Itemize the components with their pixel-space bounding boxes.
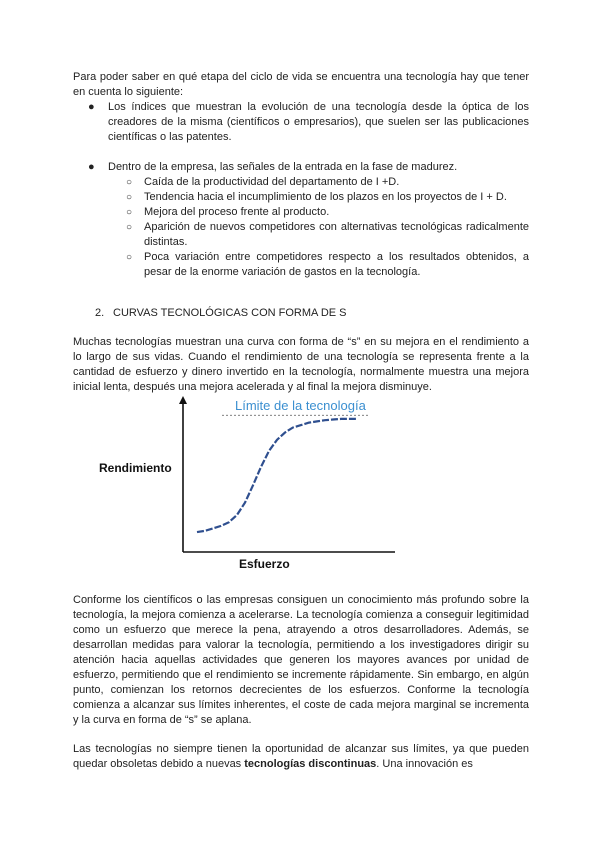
s-curve-chart-svg [95,392,415,572]
sub-bullet-item [126,205,529,220]
bullet-dot-icon: ● [88,161,95,173]
paragraph-discontinuous [73,742,529,772]
x-axis-label: Esfuerzo [239,557,290,571]
paragraph-improvement: Conforme los científicos o las empresas consiguen un conocimiento más profundo sobre la tecnología, la mejora comienza a acelerarse. La tecnología comienza a conseguir legitimidad como un esfuerzo que merece la pena, atrayendo a otros desarrolladores. Además, se desarrollan medidas para valorar la tecnología, permitiendo a los investigadores dirigir su atención hacia aquellas actividades que generen los mayores avances por unidad de esfuerzo, permitiendo que el rendimiento se incremente rápidamente. Sin embargo, en algún punto, comienzan los retornos decrecientes de los esfuerzos. Conforme la tecnología comienza a alcanzar sus límites inherentes, el coste de cada mejora marginal se incrementa y la curva en forma de “s” se aplana. [73,594,529,726]
circle-bullet-icon: ○ [126,252,133,263]
bullet-item [88,100,529,145]
circle-bullet-icon: ○ [126,222,133,233]
s-curve-chart [95,392,415,572]
section-heading [95,306,347,321]
sub-bullet-item [126,190,529,205]
sub-bullet-item [126,220,529,250]
section-number: 2. [95,307,105,319]
bullet-list-2 [88,160,529,175]
circle-bullet-icon: ○ [126,207,133,218]
circle-bullet-icon: ○ [126,192,133,203]
paragraph-s-curve-intro: Muchas tecnologías muestran una curva con forma de “s” en su mejora en el rendimiento a lo largo de sus vidas. Cuando el rendimiento de una tecnología se representa frente a la cantidad de esfuerzo y dinero invertido en la tecnología, normalmente muestra una mejora inicial lenta, después una mejora acelerada y al final la mejora disminuye. [73,336,529,393]
s-curve-line [197,419,357,532]
sub-bullet-text: Tendencia hacia el incumplimiento de los plazos en los proyectos de I + D. [144,191,507,203]
sub-bullet-text: Poca variación entre competidores respecto a los resultados obtenidos, a pesar de la enorme variación de gastos en la tecnología. [144,251,529,278]
bullet-item [88,160,529,175]
section-title: CURVAS TECNOLÓGICAS CON FORMA DE S [113,307,347,319]
sub-bullet-text: Aparición de nuevos competidores con alternativas tecnológicas radicalmente distintas. [144,221,529,248]
paragraph-text-after: . Una innovación es [376,758,473,770]
bullet-list [88,100,529,145]
intro-paragraph: Para poder saber en qué etapa del ciclo de vida se encuentra una tecnología hay que tener en cuenta lo siguiente: [73,71,529,98]
sub-bullet-text: Caída de la productividad del departamento de I +D. [144,176,400,188]
sub-bullet-item [126,250,529,280]
sub-bullet-list [126,175,529,280]
circle-bullet-icon: ○ [126,177,133,188]
y-axis-label: Rendimiento [99,461,172,475]
paragraph-text-before: Las tecnologías no siempre tienen la oportunidad de alcanzar sus límites, ya que pueden quedar obsoletas debido a nuevas [73,743,529,770]
sub-bullet-item [126,175,529,190]
sub-bullet-text: Mejora del proceso frente al producto. [144,206,330,218]
discontinuous-tech-term: tecnologías discontinuas [244,758,377,770]
bullet-dot-icon: ● [88,101,95,113]
technology-limit-label: Límite de la tecnología [235,398,366,414]
bullet-text: Los índices que muestran la evolución de una tecnología desde la óptica de los creadores de la misma (científicos o empresarios), que suelen ser las publicaciones científicas o las patentes. [108,101,529,143]
y-axis-arrow-icon [179,396,187,404]
bullet-text: Dentro de la empresa, las señales de la entrada en la fase de madurez. [108,161,458,173]
